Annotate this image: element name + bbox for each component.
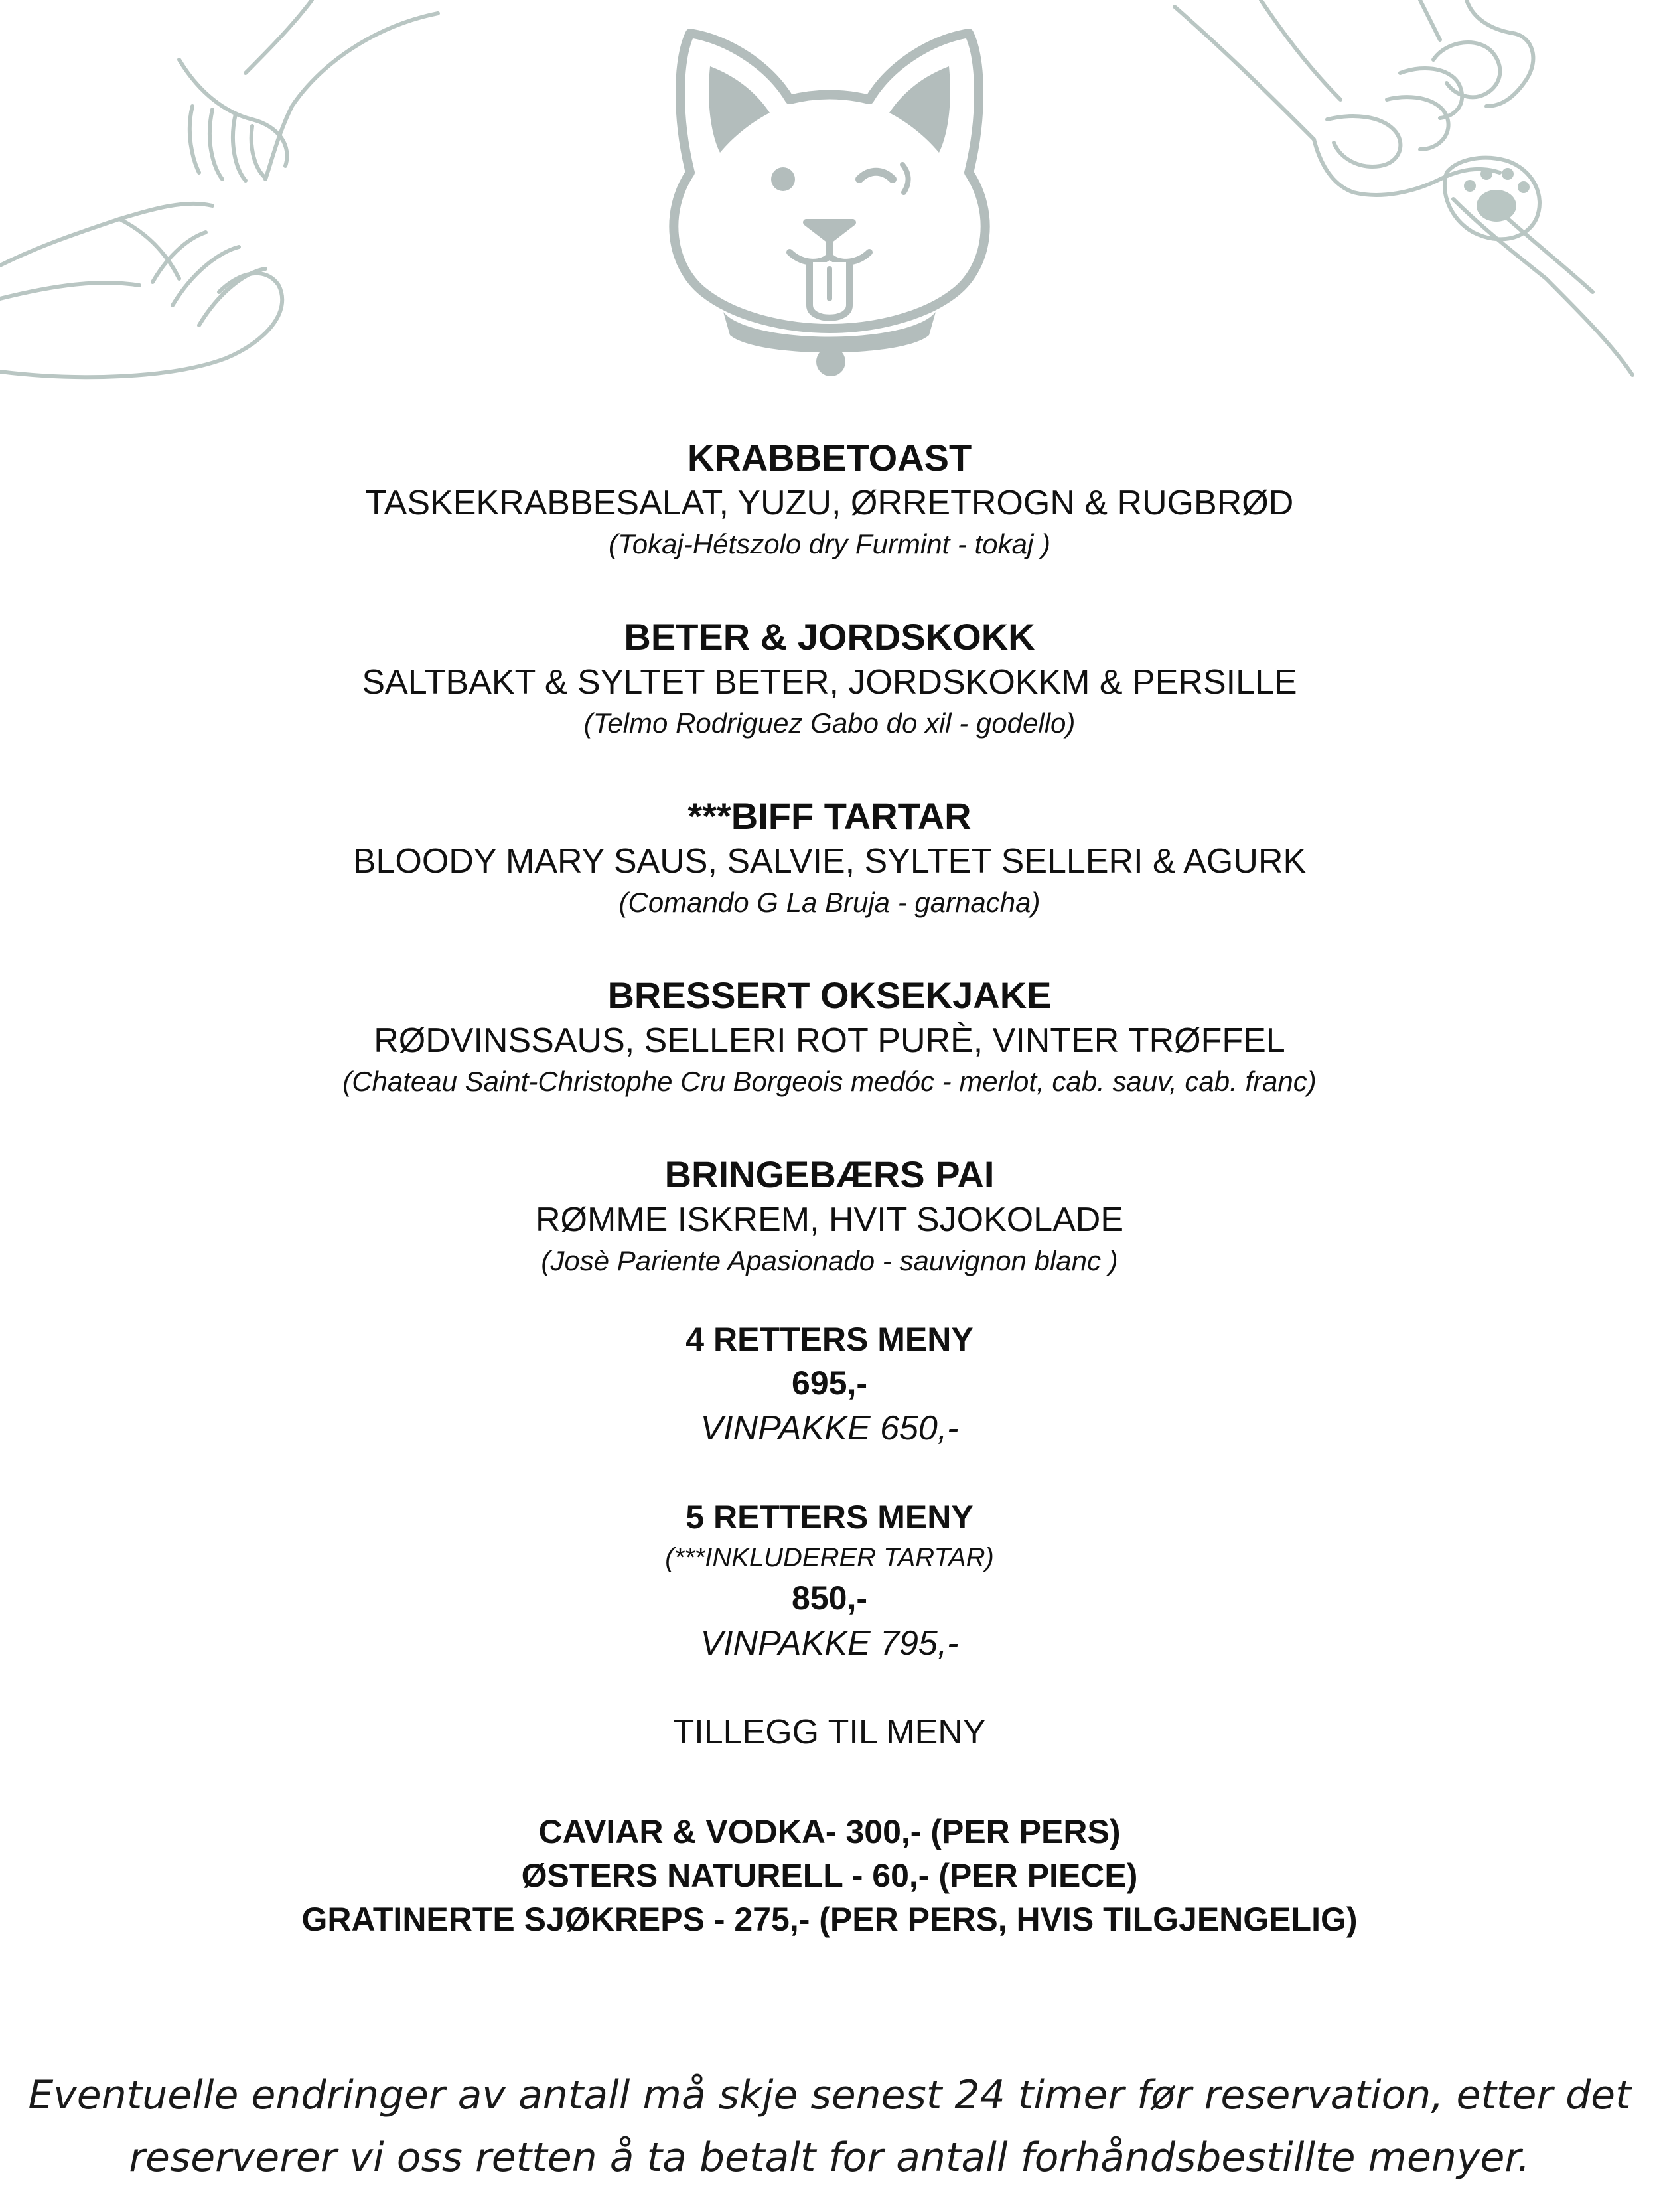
menu-4-courses xyxy=(0,1317,1659,1451)
addon-item: GRATINERTE SJØKREPS - 275,- (PER PERS, HVIS TILGJENGELIG) xyxy=(301,1901,1358,1938)
dish-name: BRINGEBÆRS PAI xyxy=(664,1153,995,1195)
course-item xyxy=(0,1151,1659,1280)
wine-pairing: (Telmo Rodriguez Gabo do xil - godello) xyxy=(583,707,1076,739)
addon-item: ØSTERS NATURELL - 60,- (PER PIECE) xyxy=(521,1857,1138,1894)
dish-name: BRESSERT OKSEKJAKE xyxy=(607,974,1052,1016)
addon-item: CAVIAR & VODKA- 300,- (PER PERS) xyxy=(538,1813,1121,1850)
wine-pairing: (Chateau Saint-Christophe Cru Borgeois medóc - merlot, cab. sauv, cab. franc) xyxy=(342,1066,1317,1097)
dish-name: KRABBETOAST xyxy=(687,437,972,479)
dish-description: RØDVINSSAUS, SELLERI ROT PURÈ, VINTER TRØFFEL xyxy=(374,1021,1285,1060)
dog-winking-face-icon xyxy=(674,33,985,376)
course-item xyxy=(0,793,1659,922)
menu-5-note: (***INKLUDERER TARTAR) xyxy=(665,1543,994,1572)
menu-4-title: 4 RETTERS MENY xyxy=(685,1321,974,1358)
fist-bump-paw-icon xyxy=(1175,0,1632,375)
menu-4-price: 695,- xyxy=(792,1364,867,1402)
footnote: Eventuelle endringer av antall må skje senest 24 timer før reservation, etter det reserverer vi oss retten å ta betalt for antall forhåndsbestillte menyer. xyxy=(28,2072,1631,2181)
course-item xyxy=(0,972,1659,1101)
wine-pairing: (Comando G La Bruja - garnacha) xyxy=(618,887,1041,918)
dish-name: ***BIFF TARTAR xyxy=(687,795,972,837)
menu-5-courses xyxy=(0,1495,1659,1666)
menu-4-wine-package: VINPAKKE 650,- xyxy=(700,1409,959,1447)
dish-description: SALTBAKT & SYLTET BETER, JORDSKOKKM & PERSILLE xyxy=(362,663,1297,701)
dish-description: TASKEKRABBESALAT, YUZU, ØRRETROGN & RUGBRØD xyxy=(365,484,1294,522)
addons-list xyxy=(0,1810,1659,1941)
dish-description: RØMME ISKREM, HVIT SJOKOLADE xyxy=(535,1201,1124,1239)
wine-pairing: (Josè Pariente Apasionado - sauvignon blanc ) xyxy=(541,1245,1118,1276)
wine-pairing: (Tokaj-Hétszolo dry Furmint - tokaj ) xyxy=(609,528,1050,559)
addons-heading: TILLEGG TIL MENY xyxy=(673,1713,986,1751)
dish-name: BETER & JORDSKOKK xyxy=(624,616,1035,658)
course-item xyxy=(0,614,1659,743)
menu-5-price: 850,- xyxy=(792,1580,867,1617)
menu-5-wine-package: VINPAKKE 795,- xyxy=(700,1624,959,1662)
menu-content xyxy=(0,435,1659,1941)
header-illustration xyxy=(0,0,1659,398)
dish-description: BLOODY MARY SAUS, SALVIE, SYLTET SELLERI & AGURK xyxy=(352,842,1307,881)
menu-5-title: 5 RETTERS MENY xyxy=(685,1499,974,1536)
course-item xyxy=(0,435,1659,563)
hand-reaching-paw-icon xyxy=(0,0,438,377)
